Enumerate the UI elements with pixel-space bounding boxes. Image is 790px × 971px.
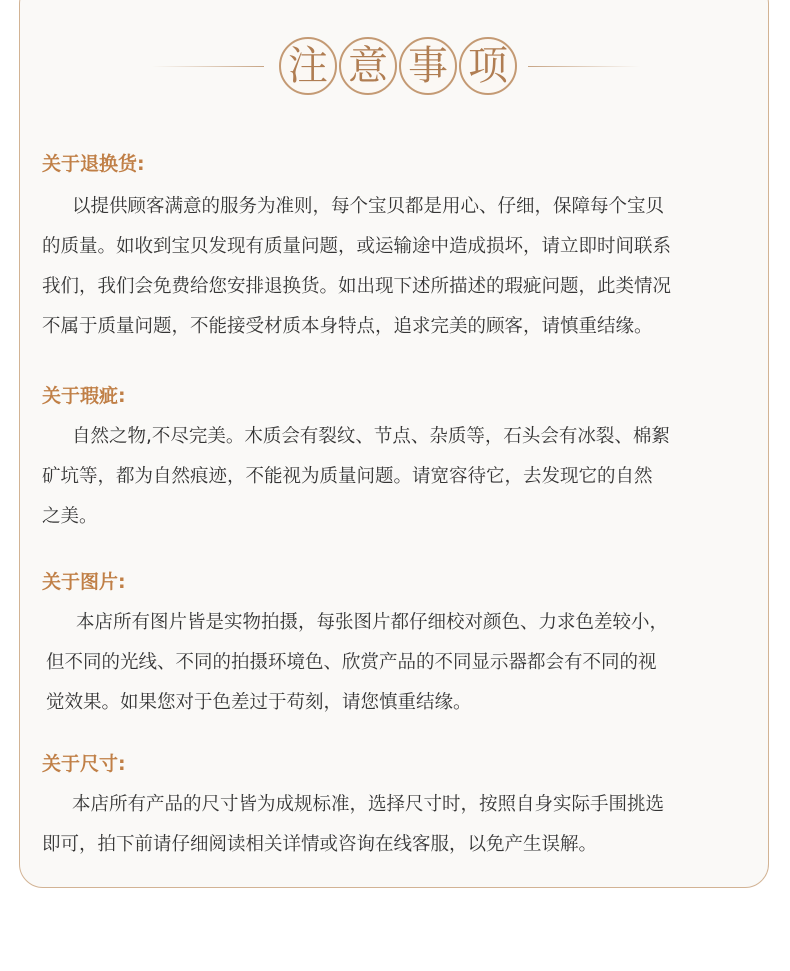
section-body-pictures: [46, 603, 746, 723]
title-circles: [279, 37, 517, 97]
title-char: 项: [459, 37, 517, 95]
section-body-returns: [42, 187, 742, 347]
section-body-flaws: [42, 417, 742, 537]
title-char: 意: [339, 37, 397, 95]
section-body-size: [42, 785, 742, 865]
title-char: 事: [399, 37, 457, 95]
paragraph-line: 觉效果。如果您对于色差过于苟刻，请您慎重结缘。: [46, 692, 472, 713]
paragraph-line: 我们，我们会免费给您安排退换货。如出现下述所描述的瑕疵问题，此类情况: [42, 276, 672, 297]
title-divider-left: [152, 66, 264, 67]
notice-title: [20, 37, 768, 97]
paragraph-line: 本店所有产品的尺寸皆为成规标准，选择尺寸时，按照自身实际手围挑选: [72, 794, 665, 815]
paragraph-line: 矿坑等，都为自然痕迹，不能视为质量问题。请宽容待它，去发现它的自然: [42, 466, 653, 487]
notice-card: [19, 0, 769, 888]
title-char: 注: [279, 37, 337, 95]
section-heading-returns: 关于退换货:: [42, 153, 145, 175]
paragraph-line: 自然之物,不尽完美。木质会有裂纹、节点、杂质等，石头会有冰裂、棉絮: [72, 426, 670, 447]
paragraph-line: 但不同的光线、不同的拍摄环境色、欣赏产品的不同显示器都会有不同的视: [46, 652, 657, 673]
section-heading-flaws: 关于瑕疵:: [42, 385, 126, 407]
section-heading-pictures: 关于图片:: [42, 571, 126, 593]
paragraph-line: 不属于质量问题，不能接受材质本身特点，追求完美的顾客，请慎重结缘。: [42, 316, 653, 337]
section-heading-size: 关于尺寸:: [42, 753, 126, 775]
paragraph-line: 即可，拍下前请仔细阅读相关详情或咨询在线客服，以免产生误解。: [42, 834, 598, 855]
paragraph-line: 以提供顾客满意的服务为准则，每个宝贝都是用心、仔细，保障每个宝贝: [72, 196, 665, 217]
paragraph-line: 本店所有图片皆是实物拍摄，每张图片都仔细校对颜色、力求色差较小，: [76, 612, 669, 633]
paragraph-line: 的质量。如收到宝贝发现有质量问题，或运输途中造成损坏，请立即时间联系: [42, 236, 672, 257]
paragraph-line: 之美。: [42, 506, 98, 527]
title-divider-right: [528, 66, 640, 67]
